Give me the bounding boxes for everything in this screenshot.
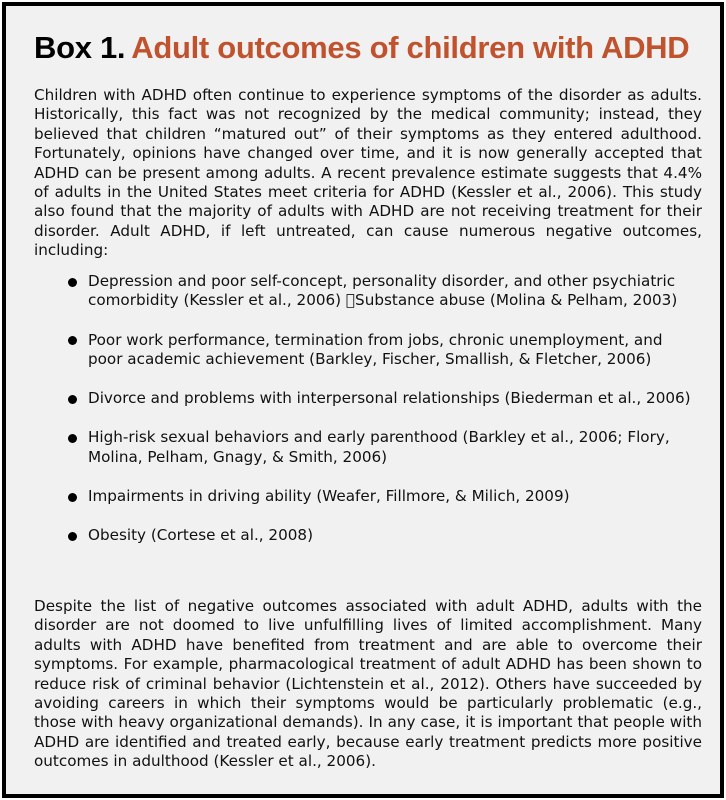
bullet-icon [68,278,77,287]
list-item [34,487,702,506]
intro-paragraph: Children with ADHD often continue to experience symptoms of the disorder as adults. Historically, this fact was not recognized by the medical community; instead, they believed that children “matured out” of their symptoms as they entered adulthood. Fortunately, opinions have changed over time, and it is now generally accepted that ADHD can be present among adults. A recent prevalence estimate suggests that 4.4% of adults in the United States meet criteria for ADHD (Kessler et al., 2006). This study also found that the majority of adults with ADHD are not receiving treatment for their disorder. Adult ADHD, if left untreated, can cause numerous negative outcomes, including: [34,86,702,260]
outcomes-list [34,272,702,565]
box-title [34,28,689,68]
text-box [2,2,724,798]
list-item-text: High-risk sexual behaviors and early parenthood (Barkley et al., 2006; Flory, Molina, Pelham, Gnagy, & Smith, 2006) [88,428,670,466]
bullet-icon [68,434,77,443]
list-item-text: Impairments in driving ability (Weafer, Fillmore, & Milich, 2009) [88,487,570,506]
list-item [34,331,702,370]
bullet-icon [68,532,77,541]
list-item [34,526,702,545]
list-item-text: Divorce and problems with interpersonal relationships (Biederman et al., 2006) [88,389,691,408]
list-item [34,272,702,311]
list-item-text: Obesity (Cortese et al., 2008) [88,526,314,545]
bullet-icon [68,395,77,404]
list-item-text: Poor work performance, termination from jobs, chronic unemployment, and poor academic achievement (Barkley, Fischer, Smallish, & Fletcher, 2006) [88,330,663,369]
box-heading: Adult outcomes of children with ADHD [131,30,690,65]
closing-paragraph: Despite the list of negative outcomes associated with adult ADHD, adults with the disorder are not doomed to live unfulfilling lives of limited accomplishment. Many adults with ADHD have benefited from treatment and are able to overcome their symptoms. For example, pharmacological treatment of adult ADHD has been shown to reduce risk of criminal behavior (Lichtenstein et al., 2012). Others have succeeded by avoiding careers in which their symptoms would be particularly problematic (e.g., those with heavy organizational demands). In any case, it is important that people with ADHD are identified and treated early, because early treatment predicts more positive outcomes in adulthood (Kessler et al., 2006). [34,597,702,771]
list-item-text: Depression and poor self-concept, personality disorder, and other psychiatric comorbidity (Kessler et al., 2006)  Substance abuse (Molina & Pelham, 2003) [88,272,678,310]
bullet-icon [68,493,77,502]
bullet-icon [68,336,77,345]
list-item [34,389,702,408]
box-label: Box 1. [34,30,126,65]
list-item [34,428,702,467]
